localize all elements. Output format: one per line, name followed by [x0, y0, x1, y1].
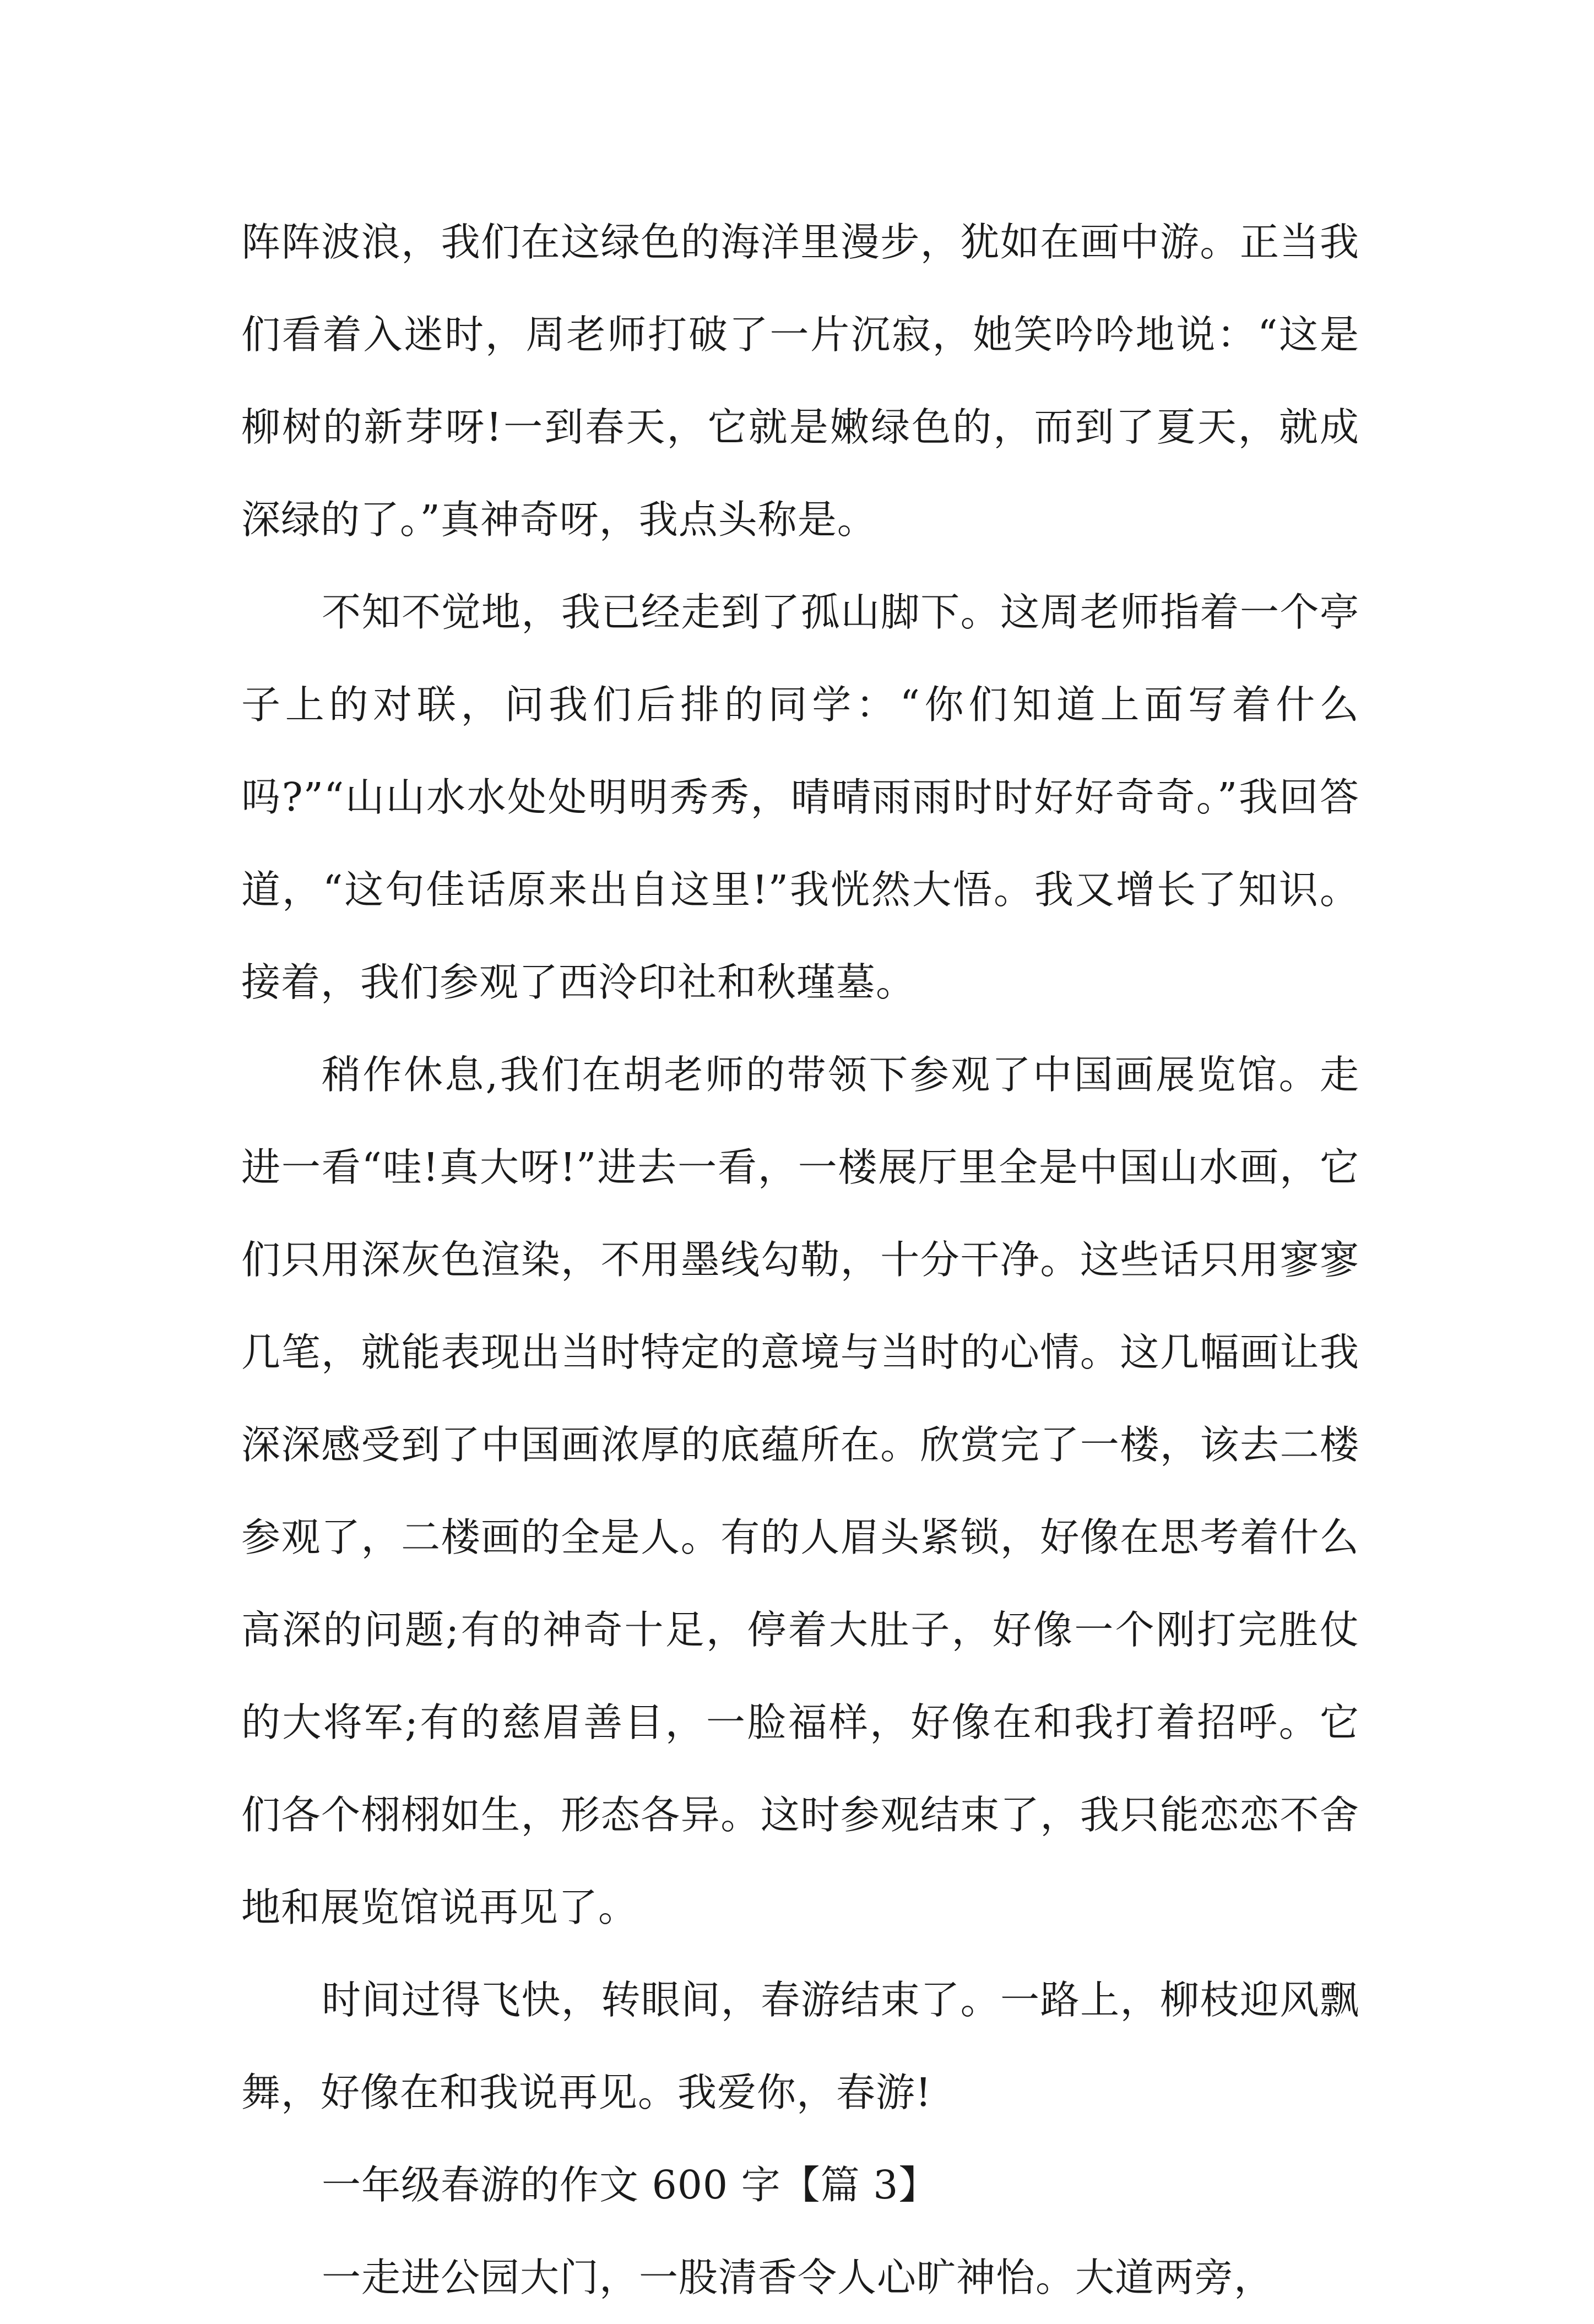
paragraph-3: 稍作休息,我们在胡老师的带领下参观了中国画展览馆。走进一看“哇!真大呀!”进去一看，一楼展厅里全是中国山水画，它们只用深灰色渲染，不用墨线勾勒，十分干净。这些话只用寥寥几笔，就能表现出当时特定的意境与当时的心情。这几幅画让我深深感受到了中国画浓厚的底蕴所在。欣赏完了一楼，该去二楼参观了，二楼画的全是人。有的人眉头紧锁，好像在思考着什么高深的问题;有的神奇十足，停着大肚子，好像一个刚打完胜仗的大将军;有的慈眉善目，一脸福样，好像在和我打着招呼。它们各个栩栩如生，形态各异。这时参观结束了，我只能恋恋不舍地和展览馆说再见了。 [241, 1052, 1359, 1930]
section-heading: 一年级春游的作文 600 字【篇 3】 [322, 2162, 939, 2208]
paragraph-4: 时间过得飞快，转眼间，春游结束了。一路上，柳枝迎风飘舞，好像在和我说再见。我爱你，春游! [241, 1977, 1359, 2115]
paragraph-5: 一走进公园大门，一股清香令人心旷神怡。大道两旁， [322, 2255, 1274, 2300]
document-body [241, 196, 1359, 2324]
paragraph-1: 阵阵波浪，我们在这绿色的海洋里漫步，犹如在画中游。正当我们看着入迷时，周老师打破了一片沉寂，她笑吟吟地说：“这是柳树的新芽呀!一到春天，它就是嫩绿色的，而到了夏天，就成深绿的了。”真神奇呀，我点头称是。 [241, 219, 1359, 542]
paragraph-2: 不知不觉地，我已经走到了孤山脚下。这周老师指着一个亭子上的对联，问我们后排的同学：“你们知道上面写着什么吗?”“山山水水处处明明秀秀，晴晴雨雨时时好好奇奇。”我回答道，“这句佳话原来出自这里!”我恍然大悟。我又增长了知识。接着，我们参观了西泠印社和秋瑾墓。 [241, 589, 1359, 1005]
